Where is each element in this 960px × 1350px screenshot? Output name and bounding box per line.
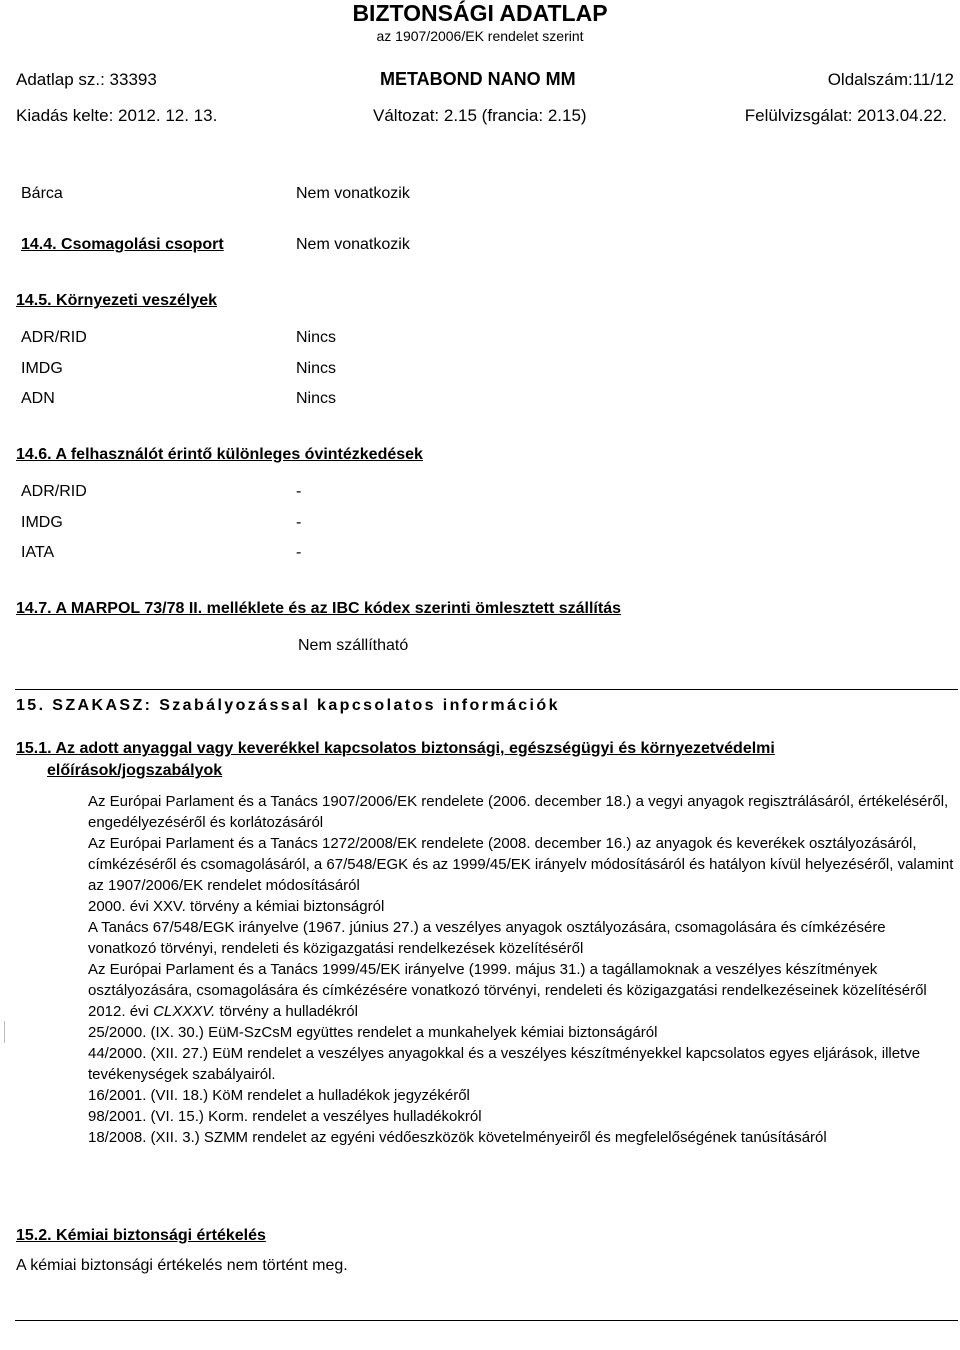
barca-label: Bárca	[21, 185, 63, 202]
version: Változat: 2.15 (francia: 2.15)	[373, 106, 587, 125]
env-hazard-label: ADN	[21, 390, 55, 407]
section-14-7-value: Nem szállítható	[298, 637, 409, 654]
regulation-item: 25/2000. (IX. 30.) EüM-SzCsM együttes rendelet a munkahelyek kémiai biztonságáról	[88, 1024, 658, 1041]
precaution-value: -	[296, 483, 302, 500]
document-subtitle: az 1907/2006/EK rendelet szerint	[376, 28, 584, 44]
section-15-2-heading: 15.2. Kémiai biztonsági értékelés	[16, 1227, 266, 1244]
section-15-heading: 15. SZAKASZ: Szabályozással kapcsolatos információk	[16, 697, 560, 714]
regulation-item: A Tanács 67/548/EGK irányelve (1967. június 27.) a veszélyes anyagok osztályozására, csomagolására és címkézésére vonatkozó törvényi, rendeleti és közigazgatási rendelkezések közelítéséről	[88, 919, 886, 957]
sheet-number: Adatlap sz.: 33393	[16, 70, 157, 89]
section-14-4-heading: 14.4. Csomagolási csoport	[21, 236, 224, 253]
regulation-item: 18/2008. (XII. 3.) SZMM rendelet az egyéni védőeszközök követelményeiről és megfelelőségének tanúsításáról	[88, 1129, 827, 1146]
regulation-item: Az Európai Parlament és a Tanács 1272/2008/EK rendelete (2008. december 16.) az anyagok és keverékek osztályozásáról, címkézéséről és csomagolásáról, a 67/548/EGK és az 1999/45/EK irányelv módosításáról és hatályon kívül helyezéséről, valamint az 1907/2006/EK rendelet módosításáról	[88, 835, 954, 894]
precaution-label: ADR/RID	[21, 483, 87, 500]
env-hazard-value: Nincs	[296, 329, 337, 346]
regulation-prefix: 2012. évi	[88, 1003, 149, 1020]
section-divider	[15, 689, 958, 690]
precaution-label: IMDG	[21, 514, 63, 531]
section-14-4-value: Nem vonatkozik	[296, 236, 410, 253]
regulation-item: 44/2000. (XII. 27.) EüM rendelet a veszélyes anyagokkal és a veszélyes készítményekkel kapcsolatos egyes eljárások, illetve tevékenységek szabályairól.	[88, 1045, 921, 1083]
env-hazard-label: IMDG	[21, 360, 63, 377]
env-hazard-value: Nincs	[296, 390, 337, 407]
regulation-item	[88, 1001, 956, 1022]
section-14-5-heading: 14.5. Környezeti veszélyek	[16, 292, 218, 309]
regulation-item: 98/2001. (VI. 15.) Korm. rendelet a veszélyes hulladékokról	[88, 1108, 482, 1125]
section-15-1-heading-cont: előírások/jogszabályok	[47, 762, 223, 779]
section-14-7-heading: 14.7. A MARPOL 73/78 II. melléklete és az IBC kódex szerinti ömlesztett szállítás	[16, 600, 621, 617]
env-hazard-value: Nincs	[296, 360, 337, 377]
section-15-1-heading: 15.1. Az adott anyaggal vagy keverékkel kapcsolatos biztonsági, egészségügyi és környezetvédelmi	[16, 740, 775, 757]
product-name: METABOND NANO MM	[380, 69, 576, 89]
regulation-list	[88, 791, 956, 1148]
regulation-item: 16/2001. (VII. 18.) KöM rendelet a hulladékok jegyzékéről	[88, 1087, 470, 1104]
precaution-value: -	[296, 544, 302, 561]
section-15-2-text: A kémiai biztonsági értékelés nem történt meg.	[16, 1257, 348, 1274]
regulation-item: Az Európai Parlament és a Tanács 1999/45/EK irányelve (1999. május 31.) a tagállamoknak a veszélyes készítmények osztályozására, csomagolására és címkézésére vonatkozó törvényi, rendeleti és közigazgatási rendelkezéseinek közelítéséről	[88, 961, 927, 999]
regulation-item: 2000. évi XXV. törvény a kémiai biztonságról	[88, 898, 385, 915]
issue-date: Kiadás kelte: 2012. 12. 13.	[16, 106, 218, 125]
env-hazard-label: ADR/RID	[21, 329, 87, 346]
page-number: Oldalszám:11/12	[827, 70, 954, 89]
change-bar	[4, 1021, 5, 1043]
regulation-item: Az Európai Parlament és a Tanács 1907/2006/EK rendelete (2006. december 18.) a vegyi anyagok regisztrálásáról, értékeléséről, engedélyezéséről és korlátozásáról	[88, 793, 949, 831]
regulation-suffix: törvény a hulladékról	[219, 1003, 358, 1020]
section-14-6-heading: 14.6. A felhasználót érintő különleges óvintézkedések	[16, 446, 423, 463]
barca-value: Nem vonatkozik	[296, 185, 410, 202]
review-date: Felülvizsgálat: 2013.04.22.	[744, 106, 947, 125]
footer-divider	[15, 1320, 958, 1321]
precaution-value: -	[296, 514, 302, 531]
regulation-number: CLXXXV.	[153, 1003, 216, 1020]
document-title: BIZTONSÁGI ADATLAP	[352, 0, 608, 26]
precaution-label: IATA	[21, 544, 55, 561]
